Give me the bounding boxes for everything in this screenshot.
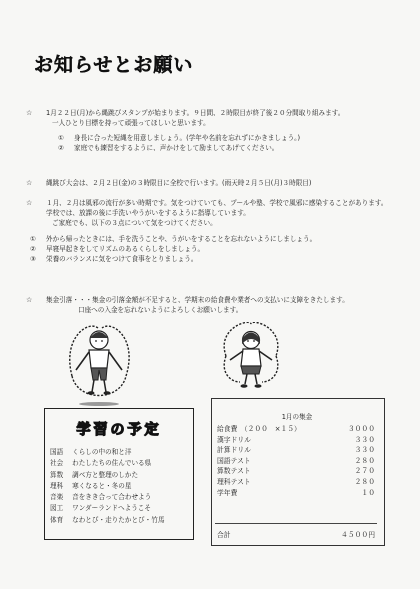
fee-list bbox=[217, 424, 375, 498]
notice-section-jump-rope-meet bbox=[26, 178, 396, 188]
study-plan-list bbox=[50, 447, 164, 526]
table-row: 理科テスト ２８０ bbox=[217, 477, 375, 486]
notice-line: 口座への入金を忘れないようによろしくお願いします。 bbox=[78, 306, 243, 314]
boy-jump-rope-illustration bbox=[58, 318, 140, 410]
notice-section-jump-rope-stamp bbox=[26, 108, 396, 153]
notice-section-fee-withdrawal bbox=[26, 295, 396, 315]
fee-total-row bbox=[217, 529, 375, 539]
notice-line: １月、２月は風邪の流行が多い時期です。気をつけていても、プールや塾、学校で風邪に感染することがあります。学校では、放課の後に手洗いやうがいをするように指導しています。 bbox=[46, 199, 388, 217]
notice-line: 集金引落・・・集金の引落金額が不足すると、学期末の給食費や業者への支払いに支障をきたします。 bbox=[46, 296, 349, 304]
list-item: ① 外から帰ったときには、手を洗うことや、うがいをすることを忘れないようにしましょう。 bbox=[30, 235, 317, 243]
list-item: 体育 なわとび・走りたかとび・竹馬 bbox=[50, 515, 165, 524]
list-item: 音楽 音をきき合って合わせよう bbox=[50, 493, 152, 502]
list-item: ② 早寝早起きをしてリズムのあるくらしをしましょう。 bbox=[30, 245, 205, 253]
star-bullet-icon: ☆ bbox=[26, 109, 33, 117]
table-row: 給食費 （２００ ×１５） ３０００ bbox=[217, 425, 375, 433]
notice-line: 縄跳び大会は、２月２日(金)の３時限目に全校で行います。(雨天時２月５日(月)３時限目) bbox=[46, 179, 312, 187]
star-bullet-icon: ☆ bbox=[26, 199, 33, 207]
star-bullet-icon: ☆ bbox=[26, 179, 33, 187]
list-item: ② 家庭でも練習をするように、声かけをして励ましてあげてください。 bbox=[58, 144, 279, 152]
list-item: ① 身長に合った短縄を用意しましょう。(学年や名前を忘れずにかきましょう。) bbox=[58, 134, 301, 142]
list-item: 社会 わたしたちの住んでいる県 bbox=[50, 459, 152, 468]
table-row: 学年費 １０ bbox=[217, 488, 375, 497]
list-item: ③ 栄養のバランスに気をつけて食事をとりましょう。 bbox=[30, 255, 198, 263]
girl-jump-rope-illustration bbox=[210, 322, 292, 398]
fee-total-label: 合計 bbox=[217, 531, 231, 539]
notice-section-cold-prevention bbox=[26, 198, 396, 264]
list-item: 算数 調べ方と整理のしかた bbox=[50, 470, 139, 479]
notice-line: ご家庭でも、以下の３点について気をつけてください。 bbox=[52, 219, 217, 227]
list-item: 国語 くらしの中の和と洋 bbox=[50, 448, 132, 456]
table-row: 計算ドリル ３３０ bbox=[217, 446, 375, 455]
notice-line: 1月２２日(月)から縄跳びスタンプが始まります。９日間、２時限目が終了後２０分間取り組みます。 bbox=[46, 109, 345, 117]
study-plan-title: 学習の予定 bbox=[76, 422, 162, 438]
list-item: 理科 寒くなると・冬の星 bbox=[50, 481, 132, 490]
notice-line: 一人ひとり目標を持って頑張ってほしいと思います。 bbox=[52, 119, 210, 127]
table-row: 国語テスト ２８０ bbox=[217, 456, 375, 465]
star-bullet-icon: ☆ bbox=[26, 296, 33, 304]
table-row: 算数テスト ２７０ bbox=[217, 467, 375, 476]
fee-total-amount: ４５００円 bbox=[341, 531, 375, 539]
table-row: 漢字ドリル ３３０ bbox=[217, 435, 375, 444]
list-item: 図工 ワンダーランドへようこそ bbox=[50, 504, 151, 513]
fee-title: 1月の集金 bbox=[281, 413, 313, 421]
page-title: お知らせとお願い bbox=[34, 54, 194, 76]
divider bbox=[215, 523, 377, 524]
